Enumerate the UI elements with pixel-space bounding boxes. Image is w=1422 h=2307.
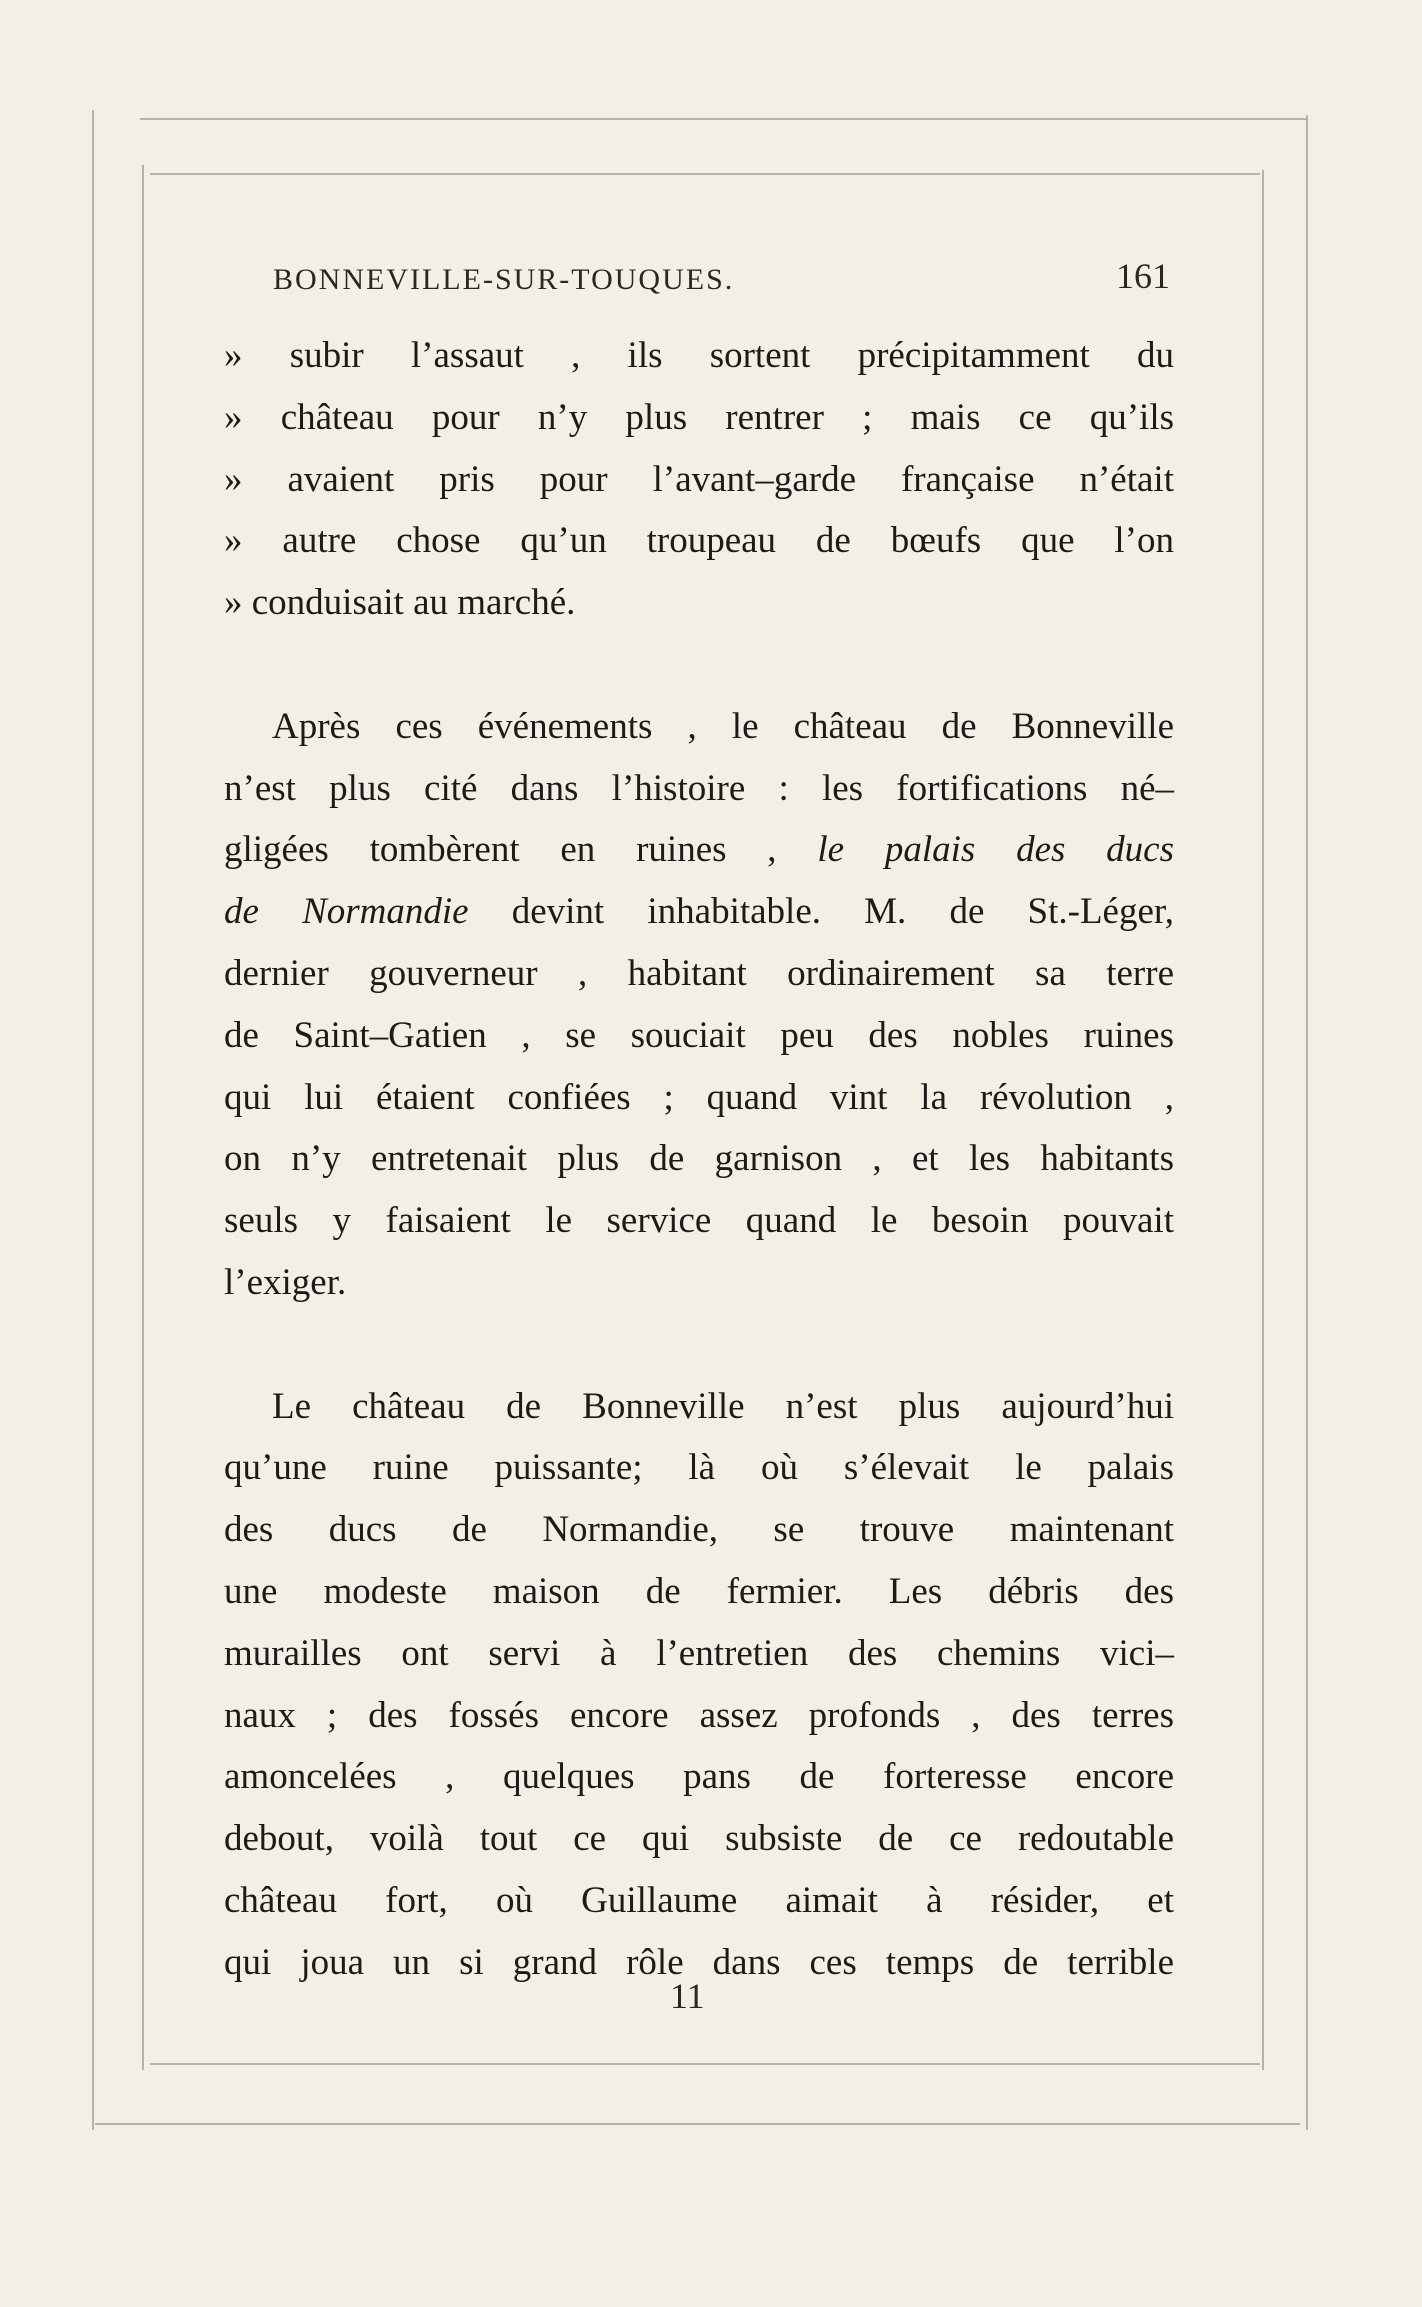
signature-mark: 11 xyxy=(670,1976,705,2016)
paragraph-line: debout, voilà tout ce qui subsiste de ce redoutable xyxy=(224,1818,1174,1860)
paragraph-line xyxy=(224,819,1174,881)
paragraph-line: Le château de Bonneville n’est plus aujourd’hui xyxy=(272,1385,1174,1427)
paragraph-line: naux ; des fossés encore assez profonds , des terres xyxy=(224,1694,1174,1736)
body-text xyxy=(224,325,1174,1994)
border-rule-bottom-outer xyxy=(95,2123,1300,2125)
paragraph-line: des ducs de Normandie, se trouve maintenant xyxy=(224,1509,1174,1551)
text-run: devint inhabitable. M. de St.-Léger, xyxy=(468,891,1174,933)
paragraph-line: qui lui étaient confiées ; quand vint la révolution , xyxy=(224,1076,1174,1118)
paragraph-line: seuls y faisaient le service quand le besoin pouvait xyxy=(224,1200,1174,1242)
paragraph-line: dernier gouverneur , habitant ordinairement sa terre xyxy=(224,952,1174,994)
text-run: gligées tombèrent en ruines , xyxy=(224,829,818,871)
paragraph-line: Après ces événements , le château de Bonneville xyxy=(272,705,1174,747)
border-rule-left-inner xyxy=(142,165,144,2070)
quote-line: » avaient pris pour l’avant–garde française n’était xyxy=(224,458,1174,500)
paragraph-line: qu’une ruine puissante; là où s’élevait le palais xyxy=(224,1447,1174,1489)
paragraph-line: l’exiger. xyxy=(224,1261,347,1303)
paragraph-line: n’est plus cité dans l’histoire : les fortifications né– xyxy=(224,767,1174,809)
paragraph-line: château fort, où Guillaume aimait à résider, et xyxy=(224,1879,1174,1921)
quote-line: » conduisait au marché. xyxy=(224,582,576,624)
border-rule-left-outer xyxy=(92,110,94,2130)
paragraph-line: amoncelées , quelques pans de forteresse encore xyxy=(224,1756,1174,1798)
quote-line: » subir l’assaut , ils sortent précipitamment du xyxy=(224,335,1174,376)
paragraph-line: une modeste maison de fermier. Les débris des xyxy=(224,1570,1174,1612)
paragraph-gap xyxy=(224,634,1174,696)
italic-text-run: le palais des ducs xyxy=(817,829,1175,871)
border-rule-right-inner xyxy=(1262,170,1264,2070)
page-header xyxy=(228,255,1168,305)
paragraph-line: de Saint–Gatien , se souciait peu des nobles ruines xyxy=(224,1014,1174,1056)
paragraph-line: on n’y entretenait plus de garnison , et les habitants xyxy=(224,1138,1174,1180)
quote-line: » autre chose qu’un troupeau de bœufs que l’on xyxy=(224,520,1174,562)
paragraph-line: qui joua un si grand rôle dans ces temps de terrible xyxy=(224,1941,1174,1983)
running-title: BONNEVILLE-SUR-TOUQUES. xyxy=(273,263,735,296)
border-rule-right-outer xyxy=(1306,115,1308,2130)
quote-line: » château pour n’y plus rentrer ; mais ce qu’ils xyxy=(224,396,1174,438)
border-rule-top-inner xyxy=(150,173,1260,175)
border-rule-top-outer xyxy=(140,118,1308,120)
paragraph-gap xyxy=(224,1314,1174,1376)
italic-text-run: de Normandie xyxy=(224,891,469,933)
paragraph-line: murailles ont servi à l’entretien des chemins vici– xyxy=(224,1632,1174,1674)
page-number: 161 xyxy=(1116,256,1170,296)
border-rule-bottom-inner xyxy=(150,2063,1260,2065)
paragraph-line xyxy=(224,881,1174,943)
